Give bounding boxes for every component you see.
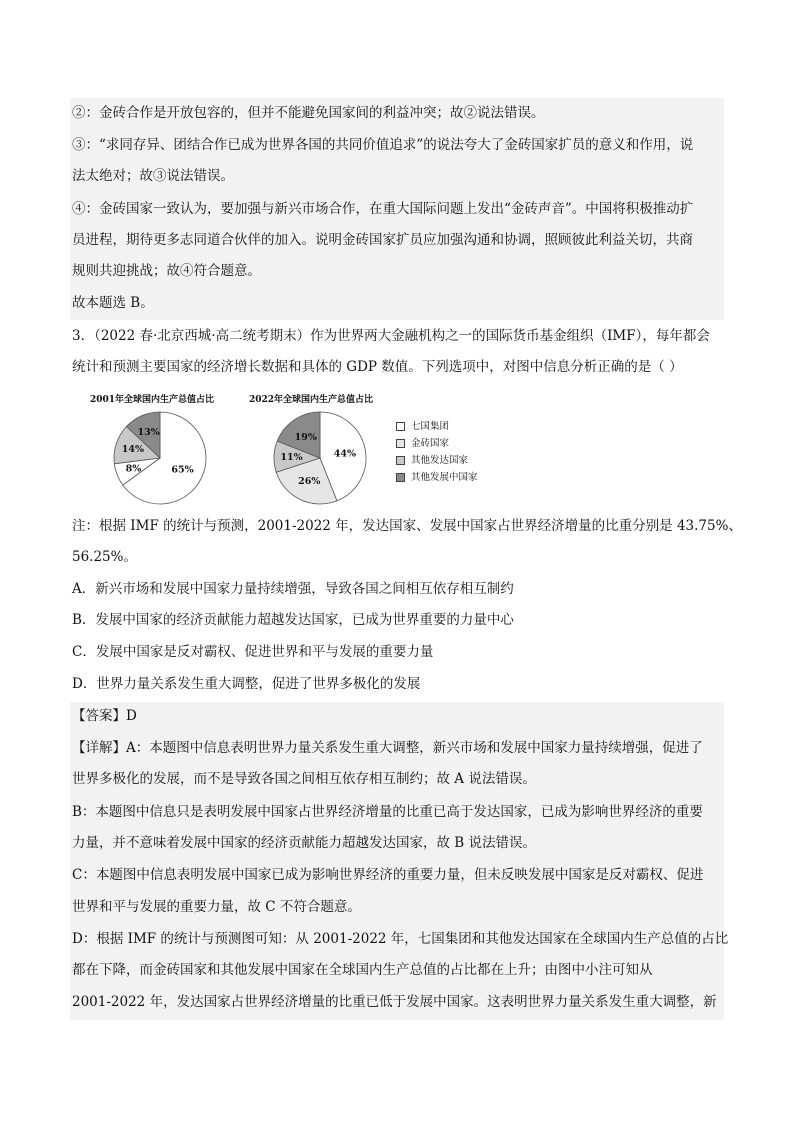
pie-charts-figure xyxy=(84,388,524,498)
chart-title-2001: 2001年全球国内生产总值占比 xyxy=(90,395,215,405)
legend-item: 其他发达国家 xyxy=(396,452,478,469)
pie-slice-label: 8% xyxy=(125,463,142,475)
explanation-line: 世界和平与发展的重要力量，故 C 不符合题意。 xyxy=(72,899,361,915)
legend-swatch xyxy=(396,473,405,482)
legend-swatch xyxy=(396,456,405,465)
text-line: ③：“求同存异、团结合作已成为世界各国的共同价值追求”的说法夸大了金砖国家扩员的意义和作用，说 xyxy=(72,137,694,153)
text-line: ②：金砖合作是开放包容的，但并不能避免国家间的利益冲突；故②说法错误。 xyxy=(72,105,545,121)
option-a: A．新兴市场和发展中国家力量持续增强，导致各国之间相互依存相互制约 xyxy=(72,581,514,597)
chart-note: 注：根据 IMF 的统计与预测，2001-2022 年，发达国家、发展中国家占世界经济增量的比重分别是 43.75%、 xyxy=(72,518,742,534)
legend-swatch xyxy=(396,422,405,431)
text-line: 员进程，期待更多志同道合伙伴的加入。说明金砖国家扩员应加强沟通和协调，照顾彼此利益关切，共商 xyxy=(72,232,693,248)
pie-chart-2022 xyxy=(270,408,370,508)
explanation-line: 2001-2022 年，发达国家占世界经济增量的比重已低于发展中国家。这表明世界力量关系发生重大调整，新 xyxy=(72,994,717,1010)
text-line: 故本题选 B。 xyxy=(72,295,154,311)
explanation-line: 【详解】A：本题图中信息表明世界力量关系发生重大调整，新兴市场和发展中国家力量持续增强，促进了 xyxy=(72,740,703,756)
pie-slice-label: 19% xyxy=(294,432,317,444)
explanation-line: 力量，并不意味着发展中国家的经济贡献能力超越发达国家，故 B 说法错误。 xyxy=(72,835,537,851)
question-stem: 统计和预测主要国家的经济增长数据和具体的 GDP 数值。下列选项中，对图中信息分析正确的是（ ） xyxy=(72,359,683,375)
text-line: ④：金砖国家一致认为，要加强与新兴市场合作，在重大国际问题上发出“金砖声音”。中国将积极推动扩 xyxy=(72,201,694,217)
legend-swatch xyxy=(396,439,405,448)
explanation-line: 世界多极化的发展，而不是导致各国之间相互依存相互制约；故 A 说法错误。 xyxy=(72,771,536,787)
explanation-line: B：本题图中信息只是表明发展中国家占世界经济增量的比重已高于发达国家，已成为影响世界经济的重要 xyxy=(72,804,703,820)
pie-chart-2001 xyxy=(110,408,210,508)
option-c: C．发展中国家是反对霸权、促进世界和平与发展的重要力量 xyxy=(72,644,434,660)
pie-slice-label: 26% xyxy=(298,475,321,487)
text-line: 规则共迎挑战；故④符合题意。 xyxy=(72,263,261,279)
chart-note: 56.25%。 xyxy=(72,549,137,565)
legend-item: 七国集团 xyxy=(396,418,478,435)
legend-item: 金砖国家 xyxy=(396,435,478,452)
answer-label: 【答案】D xyxy=(72,708,137,724)
pie-slice-label: 44% xyxy=(333,448,356,460)
explanation-line: C：本题图中信息表明发展中国家已成为影响世界经济的重要力量，但未反映发展中国家是反对霸权、促进 xyxy=(72,867,704,883)
pie-slice-label: 11% xyxy=(280,452,303,464)
question-stem: 3．（2022 春·北京西城·高二统考期末）作为世界两大金融机构之一的国际货币基金组织（IMF），每年都会 xyxy=(72,328,710,344)
option-b: B．发展中国家的经济贡献能力超越发达国家，已成为世界重要的力量中心 xyxy=(72,612,514,628)
legend-item: 其他发展中国家 xyxy=(396,469,478,486)
explanation-line: D：根据 IMF 的统计与预测图可知：从 2001-2022 年，七国集团和其他发达国家在全球国内生产总值的占比 xyxy=(72,931,729,947)
pie-slice-label: 65% xyxy=(171,464,194,476)
chart-legend xyxy=(396,418,478,486)
pie-slice-label: 13% xyxy=(137,426,160,438)
pie-slice-label: 14% xyxy=(121,444,145,456)
option-d: D．世界力量关系发生重大调整，促进了世界多极化的发展 xyxy=(72,676,421,692)
explanation-line: 都在下降，而金砖国家和其他发展中国家在全球国内生产总值的占比都在上升；由图中小注可知从 xyxy=(72,962,653,978)
text-line: 法太绝对；故③说法错误。 xyxy=(72,168,234,184)
chart-title-2022: 2022年全球国内生产总值占比 xyxy=(249,395,374,405)
